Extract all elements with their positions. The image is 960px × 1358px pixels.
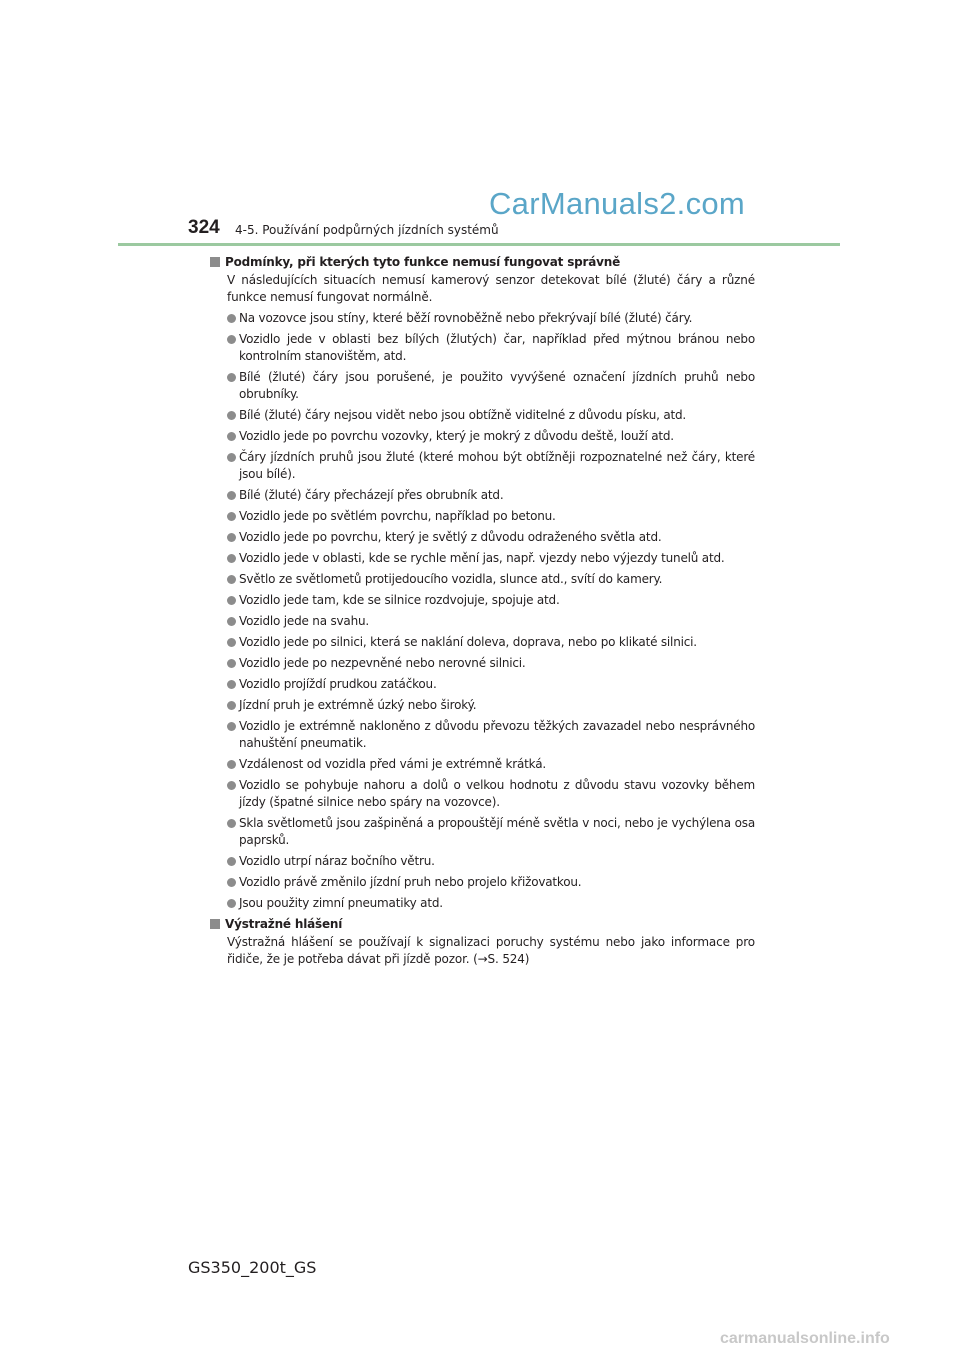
list-item <box>210 718 755 752</box>
round-bullet-icon <box>227 659 236 668</box>
list-item <box>210 613 755 630</box>
list-item-text: Vozidlo utrpí náraz bočního větru. <box>239 854 435 868</box>
round-bullet-icon <box>227 575 236 584</box>
round-bullet-icon <box>227 781 236 790</box>
list-item-text: Jsou použity zimní pneumatiky atd. <box>239 896 443 910</box>
list-item <box>210 428 755 445</box>
list-item-text: Vozidlo projíždí prudkou zatáčkou. <box>239 677 437 691</box>
list-item <box>210 676 755 693</box>
list-item <box>210 508 755 525</box>
list-item <box>210 777 755 811</box>
list-item <box>210 369 755 403</box>
section-heading <box>210 916 755 933</box>
intro-paragraph: V následujících situacích nemusí kamerový senzor detekovat bílé (žluté) čáry a různé funkce nemusí fungovat normálně. <box>227 273 755 304</box>
list-item <box>210 655 755 672</box>
list-item <box>210 756 755 773</box>
list-item <box>210 895 755 912</box>
list-item-text: Vozidlo jede po nezpevněné nebo nerovné silnici. <box>239 656 526 670</box>
conditions-list <box>210 310 755 912</box>
list-item-text: Skla světlometů jsou zašpiněná a propouštějí méně světla v noci, nebo je vychýlena osa paprsků. <box>239 816 755 847</box>
list-item <box>210 310 755 327</box>
list-item <box>210 815 755 849</box>
warning-paragraph: Výstražná hlášení se používají k signalizaci poruchy systému nebo jako informace pro řidiče, že je potřeba dávat při jízdě pozor. (→S. 524) <box>227 935 755 966</box>
round-bullet-icon <box>227 453 236 462</box>
list-item-text: Vozidlo je extrémně nakloněno z důvodu převozu těžkých zavazadel nebo nesprávného nahuštění pneumatik. <box>239 719 755 750</box>
square-bullet-icon <box>210 919 220 929</box>
footer-watermark: carmanualsonline.info <box>720 1330 890 1347</box>
list-item <box>210 529 755 546</box>
list-item-text: Vozidlo jede po povrchu vozovky, který je mokrý z důvodu deště, louží atd. <box>239 429 674 443</box>
round-bullet-icon <box>227 596 236 605</box>
list-item-text: Vozidlo jede tam, kde se silnice rozdvojuje, spojuje atd. <box>239 593 560 607</box>
round-bullet-icon <box>227 760 236 769</box>
round-bullet-icon <box>227 617 236 626</box>
list-item <box>210 592 755 609</box>
list-item <box>210 853 755 870</box>
list-item-text: Vzdálenost od vozidla před vámi je extrémně krátká. <box>239 757 546 771</box>
round-bullet-icon <box>227 878 236 887</box>
round-bullet-icon <box>227 512 236 521</box>
round-bullet-icon <box>227 314 236 323</box>
section-heading-text: Podmínky, při kterých tyto funkce nemusí fungovat správně <box>225 255 621 269</box>
round-bullet-icon <box>227 819 236 828</box>
list-item-text: Jízdní pruh je extrémně úzký nebo široký. <box>239 698 477 712</box>
list-item-text: Světlo ze světlometů protijedoucího vozidla, slunce atd., svítí do kamery. <box>239 572 663 586</box>
list-item-text: Vozidlo se pohybuje nahoru a dolů o velkou hodnotu z důvodu stavu vozovky během jízdy (špatné silnice nebo spáry na vozovce). <box>239 778 755 809</box>
page-content <box>210 254 755 972</box>
round-bullet-icon <box>227 554 236 563</box>
round-bullet-icon <box>227 432 236 441</box>
list-item-text: Bílé (žluté) čáry nejsou vidět nebo jsou obtížně viditelné z důvodu písku, atd. <box>239 408 687 422</box>
round-bullet-icon <box>227 335 236 344</box>
round-bullet-icon <box>227 857 236 866</box>
list-item-text: Vozidlo jede v oblasti bez bílých (žlutých) čar, například před mýtnou bránou nebo kontrolním stanovištěm, atd. <box>239 332 755 363</box>
round-bullet-icon <box>227 722 236 731</box>
list-item <box>210 407 755 424</box>
square-bullet-icon <box>210 257 220 267</box>
list-item <box>210 874 755 891</box>
round-bullet-icon <box>227 680 236 689</box>
round-bullet-icon <box>227 373 236 382</box>
watermark-logo: CarManuals2.com <box>489 186 746 221</box>
list-item <box>210 571 755 588</box>
list-item-text: Na vozovce jsou stíny, které běží rovnoběžně nebo překrývají bílé (žluté) čáry. <box>239 311 693 325</box>
model-code: GS350_200t_GS <box>188 1258 317 1277</box>
list-item-text: Bílé (žluté) čáry jsou porušené, je použito vyvýšené označení jízdních pruhů nebo obrubníky. <box>239 370 755 401</box>
list-item <box>210 550 755 567</box>
round-bullet-icon <box>227 491 236 500</box>
list-item <box>210 487 755 504</box>
section-title: 4-5. Používání podpůrných jízdních systémů <box>235 223 499 237</box>
section-heading <box>210 254 755 271</box>
list-item-text: Čáry jízdních pruhů jsou žluté (které mohou být obtížněji rozpoznatelné než čáry, které jsou bílé). <box>239 450 755 481</box>
list-item <box>210 634 755 651</box>
list-item-text: Vozidlo jede po silnici, která se naklání doleva, doprava, nebo po klikaté silnici. <box>239 635 697 649</box>
list-item-text: Vozidlo jede po povrchu, který je světlý z důvodu odraženého světla atd. <box>239 530 662 544</box>
round-bullet-icon <box>227 638 236 647</box>
round-bullet-icon <box>227 701 236 710</box>
list-item <box>210 449 755 483</box>
list-item <box>210 697 755 714</box>
list-item-text: Vozidlo jede po světlém povrchu, například po betonu. <box>239 509 556 523</box>
round-bullet-icon <box>227 533 236 542</box>
round-bullet-icon <box>227 411 236 420</box>
list-item-text: Vozidlo jede v oblasti, kde se rychle mění jas, např. vjezdy nebo výjezdy tunelů atd. <box>239 551 725 565</box>
list-item <box>210 331 755 365</box>
list-item-text: Vozidlo právě změnilo jízdní pruh nebo projelo křižovatkou. <box>239 875 582 889</box>
section-heading-text: Výstražné hlášení <box>225 917 343 931</box>
round-bullet-icon <box>227 899 236 908</box>
list-item-text: Bílé (žluté) čáry přecházejí přes obrubník atd. <box>239 488 504 502</box>
list-item-text: Vozidlo jede na svahu. <box>239 614 369 628</box>
page-number: 324 <box>188 217 220 238</box>
header-divider <box>118 243 840 246</box>
